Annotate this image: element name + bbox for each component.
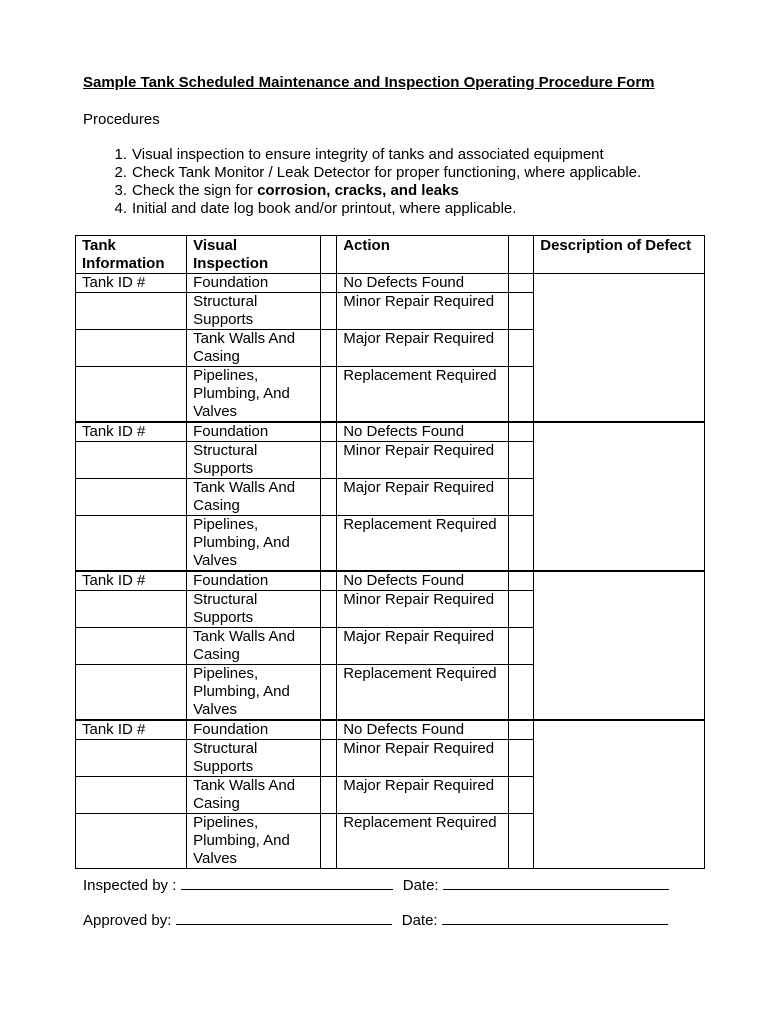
- action-item: Replacement Required: [337, 665, 509, 721]
- inspection-item: Structural Supports: [187, 591, 321, 628]
- inspected-by-line: [83, 875, 669, 894]
- inspection-checkbox[interactable]: [321, 665, 337, 721]
- tank-info-cell[interactable]: [76, 367, 187, 423]
- inspection-checkbox[interactable]: [321, 591, 337, 628]
- approved-by-label: Approved by:: [83, 912, 172, 929]
- action-item: No Defects Found: [337, 422, 509, 442]
- action-checkbox[interactable]: [509, 777, 534, 814]
- action-item: No Defects Found: [337, 571, 509, 591]
- header-tank-information: Tank Information: [76, 236, 187, 274]
- procedure-number: 2.: [114, 164, 127, 181]
- description-of-defect-field[interactable]: [534, 422, 705, 571]
- action-item: Major Repair Required: [337, 628, 509, 665]
- tank-info-cell[interactable]: [76, 628, 187, 665]
- procedure-item: [83, 200, 641, 218]
- action-checkbox[interactable]: [509, 367, 534, 423]
- action-checkbox[interactable]: [509, 571, 534, 591]
- action-checkbox[interactable]: [509, 293, 534, 330]
- inspection-checkbox[interactable]: [321, 740, 337, 777]
- table-row: [76, 720, 705, 740]
- description-of-defect-field[interactable]: [534, 571, 705, 720]
- action-checkbox[interactable]: [509, 720, 534, 740]
- inspection-checkbox[interactable]: [321, 367, 337, 423]
- inspection-checkbox[interactable]: [321, 814, 337, 869]
- tank-info-cell[interactable]: [76, 293, 187, 330]
- procedures-list: [83, 146, 641, 218]
- header-visual-inspection: Visual Inspection: [187, 236, 321, 274]
- header-description-of-defect: Description of Defect: [534, 236, 705, 274]
- inspection-item: Structural Supports: [187, 293, 321, 330]
- description-of-defect-field[interactable]: [534, 720, 705, 869]
- action-checkbox[interactable]: [509, 422, 534, 442]
- tank-info-cell[interactable]: [76, 777, 187, 814]
- procedure-text: Check Tank Monitor / Leak Detector for proper functioning, where applicable.: [132, 164, 642, 181]
- procedure-text-bold: corrosion, cracks, and leaks: [257, 182, 459, 199]
- inspection-checkbox[interactable]: [321, 330, 337, 367]
- table-row: [76, 422, 705, 442]
- action-item: Minor Repair Required: [337, 442, 509, 479]
- tank-id-cell[interactable]: Tank ID #: [76, 422, 187, 442]
- action-checkbox[interactable]: [509, 591, 534, 628]
- approved-by-line: [83, 910, 668, 929]
- tank-info-cell[interactable]: [76, 330, 187, 367]
- inspection-checkbox[interactable]: [321, 628, 337, 665]
- approved-date-field[interactable]: [442, 910, 668, 925]
- inspection-item: Pipelines, Plumbing, And Valves: [187, 516, 321, 572]
- inspection-checkbox[interactable]: [321, 571, 337, 591]
- form-title: Sample Tank Scheduled Maintenance and Inspection Operating Procedure Form: [83, 74, 655, 91]
- tank-info-cell[interactable]: [76, 479, 187, 516]
- tank-info-cell[interactable]: [76, 814, 187, 869]
- procedure-text: Initial and date log book and/or printout, where applicable.: [132, 200, 517, 217]
- procedure-text: Visual inspection to ensure integrity of tanks and associated equipment: [132, 146, 604, 163]
- tank-info-cell[interactable]: [76, 665, 187, 721]
- inspection-item: Structural Supports: [187, 740, 321, 777]
- action-item: Replacement Required: [337, 367, 509, 423]
- inspection-checkbox[interactable]: [321, 274, 337, 293]
- header-action: Action: [337, 236, 509, 274]
- action-checkbox[interactable]: [509, 479, 534, 516]
- header-checkbox-column: [321, 236, 337, 274]
- action-item: Replacement Required: [337, 814, 509, 869]
- table-row: [76, 274, 705, 293]
- action-checkbox[interactable]: [509, 442, 534, 479]
- inspected-by-field[interactable]: [181, 875, 393, 890]
- inspected-by-label: Inspected by :: [83, 877, 177, 894]
- tank-info-cell[interactable]: [76, 591, 187, 628]
- inspection-checkbox[interactable]: [321, 479, 337, 516]
- action-item: Major Repair Required: [337, 777, 509, 814]
- action-checkbox[interactable]: [509, 814, 534, 869]
- inspection-checkbox[interactable]: [321, 422, 337, 442]
- inspected-date-field[interactable]: [443, 875, 669, 890]
- action-checkbox[interactable]: [509, 628, 534, 665]
- date-label: Date:: [402, 877, 439, 894]
- inspection-item: Pipelines, Plumbing, And Valves: [187, 814, 321, 869]
- action-item: Minor Repair Required: [337, 293, 509, 330]
- inspection-item: Foundation: [187, 720, 321, 740]
- table-header-row: [76, 236, 705, 274]
- inspection-item: Tank Walls And Casing: [187, 777, 321, 814]
- action-checkbox[interactable]: [509, 740, 534, 777]
- inspection-item: Tank Walls And Casing: [187, 479, 321, 516]
- action-checkbox[interactable]: [509, 516, 534, 572]
- procedure-item: [83, 164, 641, 182]
- tank-info-cell[interactable]: [76, 740, 187, 777]
- action-checkbox[interactable]: [509, 274, 534, 293]
- procedures-heading: Procedures: [83, 111, 160, 128]
- inspection-item: Pipelines, Plumbing, And Valves: [187, 665, 321, 721]
- action-item: No Defects Found: [337, 274, 509, 293]
- action-item: Minor Repair Required: [337, 591, 509, 628]
- tank-id-cell[interactable]: Tank ID #: [76, 720, 187, 740]
- tank-id-cell[interactable]: Tank ID #: [76, 571, 187, 591]
- inspection-checkbox[interactable]: [321, 516, 337, 572]
- inspection-checkbox[interactable]: [321, 442, 337, 479]
- procedure-text: Check the sign for: [132, 182, 258, 199]
- action-item: Major Repair Required: [337, 479, 509, 516]
- procedure-number: 4.: [114, 200, 127, 217]
- inspection-checkbox[interactable]: [321, 777, 337, 814]
- action-checkbox[interactable]: [509, 330, 534, 367]
- procedure-item: [83, 182, 641, 200]
- inspection-item: Foundation: [187, 422, 321, 442]
- inspection-item: Pipelines, Plumbing, And Valves: [187, 367, 321, 423]
- tank-id-cell[interactable]: Tank ID #: [76, 274, 187, 293]
- inspection-item: Foundation: [187, 571, 321, 591]
- action-item: Minor Repair Required: [337, 740, 509, 777]
- tank-info-cell[interactable]: [76, 516, 187, 572]
- action-item: Major Repair Required: [337, 330, 509, 367]
- table-row: [76, 571, 705, 591]
- action-item: No Defects Found: [337, 720, 509, 740]
- description-of-defect-field[interactable]: [534, 274, 705, 423]
- inspection-item: Tank Walls And Casing: [187, 628, 321, 665]
- inspection-checkbox[interactable]: [321, 293, 337, 330]
- inspection-item: Foundation: [187, 274, 321, 293]
- tank-info-cell[interactable]: [76, 442, 187, 479]
- inspection-table: [75, 235, 705, 869]
- action-checkbox[interactable]: [509, 665, 534, 721]
- approved-by-field[interactable]: [176, 910, 392, 925]
- procedure-number: 1.: [114, 146, 127, 163]
- inspection-item: Tank Walls And Casing: [187, 330, 321, 367]
- action-item: Replacement Required: [337, 516, 509, 572]
- date-label: Date:: [401, 912, 438, 929]
- inspection-checkbox[interactable]: [321, 720, 337, 740]
- inspection-item: Structural Supports: [187, 442, 321, 479]
- procedure-number: 3.: [114, 182, 127, 199]
- header-checkbox-column: [509, 236, 534, 274]
- procedure-item: [83, 146, 641, 164]
